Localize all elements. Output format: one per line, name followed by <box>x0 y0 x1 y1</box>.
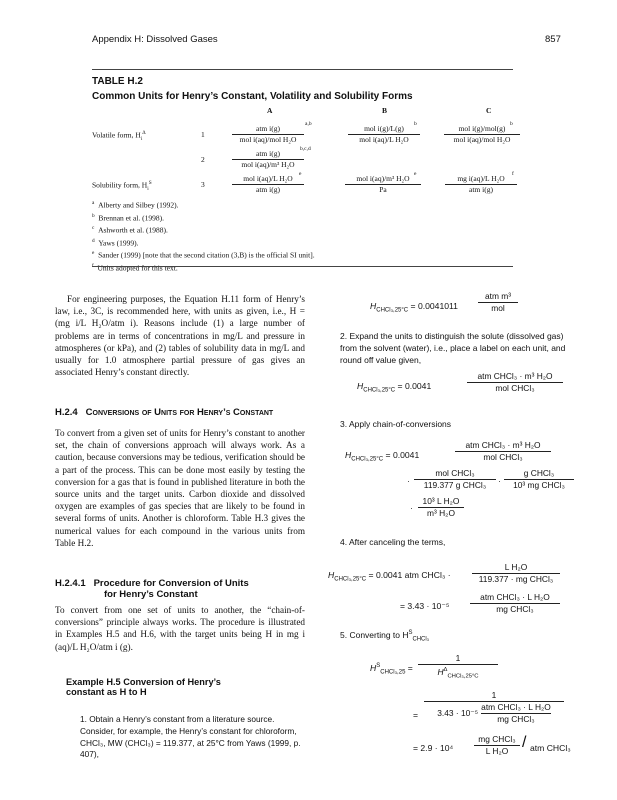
eq5c-tail: atm CHCl₃ <box>530 743 571 753</box>
eq4-fraction: L H₂O 119.377 · mg CHCl₃ <box>472 562 560 585</box>
eq5c-fraction: mg CHCl₃ L H₂O <box>474 734 520 757</box>
eq3-fraction-a: atm CHCl₃ · m³ H₂O mol CHCl₃ <box>455 440 551 463</box>
cell-3a-note: e <box>299 171 302 177</box>
eq5c-slash: / <box>522 734 527 751</box>
solubility-form-label: Solubility form, $H_i^S$ <box>92 180 152 192</box>
section-heading: H.2.4 Conversions of Units for Henry’s Constant <box>55 407 274 418</box>
cell-3a: mol i(aq)/L H₂O atm i(g) <box>232 174 304 195</box>
eq3-fraction-c: g CHCl₃ 10³ mg CHCl₃ <box>504 468 574 491</box>
step-4-text: 4. After canceling the terms, <box>340 537 446 547</box>
footnote: $^e$ Sander (1999) [note that the second citation (3,B) is the official SI unit]. <box>92 250 315 260</box>
intro-paragraph: For engineering purposes, the Equation H.11 form of Henry’s law, i.e., 3C, is recommended here, with units as given, i.e., H = (mg i/L H₂O/atm i). Reasons include (1) a large number of problems are in terms of concentrations in mg/L and pressure in atmospheres (or kPa), and (2) tables of solubility data in mg/L and usually for 1.0 atmosphere partial pressure of gas gives an associated Henry’s constant directly. <box>55 294 305 378</box>
footnote: $^c$ Ashworth et al. (1988). <box>92 225 168 235</box>
eq4b-value: = 3.43 · 10⁻⁵ <box>400 601 450 611</box>
row-2-number: 2 <box>201 155 205 164</box>
eq2-fraction: atm CHCl₃ · m³ H₂O mol CHCl₃ <box>467 371 563 394</box>
step-3-text: 3. Apply chain-of-conversions <box>340 419 452 429</box>
table-top-rule <box>92 69 513 70</box>
footnote: $^a$ Alberty and Silbey (1992). <box>92 200 179 210</box>
row-3-number: 3 <box>201 180 205 189</box>
eq3-fraction-b: mol CHCl₃ 119.377 g CHCl₃ <box>414 468 496 491</box>
volatile-form-label: Volatile form, $H_i^\Delta$ <box>92 130 146 142</box>
cell-1c-note: b <box>510 121 513 127</box>
footnote: $^f$ Units adopted for this text. <box>92 262 178 272</box>
table-footnotes <box>92 198 512 273</box>
cell-3b-note: e <box>414 171 417 177</box>
table-bottom-rule <box>92 266 513 267</box>
running-header: Appendix H: Dissolved Gases <box>92 34 218 45</box>
subsection-heading: H.2.4.1 Procedure for Conversion of Units for Henry’s Constant <box>55 578 249 600</box>
eq1-fraction: atm m³ mol <box>478 291 518 314</box>
step-2-text: 2. Expand the units to distinguish the solute (dissolved gas) from the solvent (water), i.e., place a label on each unit, and round off value given, <box>340 331 566 365</box>
eq3-dot: · <box>407 476 410 486</box>
row-1-number: 1 <box>201 130 205 139</box>
eq5-fraction: 1 $H^\Delta_{CHCl_3,25^\circ C}$ <box>418 653 498 682</box>
eq5b-fraction: 1 3.43 · 10⁻⁵ atm CHCl₃ · L H₂O mg CHCl₃ <box>424 690 564 725</box>
eq5c-value: = 2.9 · 10⁴ <box>413 743 454 753</box>
eq3-dot: · <box>498 476 501 486</box>
col-b-header: B <box>382 106 388 115</box>
eq3-dot: · <box>410 503 413 513</box>
cell-1a-note: a,b <box>305 121 312 127</box>
page-number: 857 <box>545 34 561 45</box>
cell-1a: atm i(g) mol i(aq)/mol H₂O <box>232 124 304 145</box>
eq5-lhs: $H^S_{CHCl_3,25}$ = <box>370 663 413 676</box>
eq3-lhs: $H_{CHCl_3,25^\circ C} = 0.0041$ <box>345 450 420 463</box>
eq2-lhs: $H_{CHCl_3,25^\circ C} = 0.0041$ <box>357 381 432 394</box>
col-a-header: A <box>267 106 273 115</box>
example-heading: Example H.5 Conversion of Henry’s constant as H to H <box>66 677 221 697</box>
step-5-text: 5. Converting to $H^S_{CHCl_3}$ <box>340 630 430 643</box>
conversion-paragraph: To convert from a given set of units for Henry’s constant to another set, the chain of conversions approach will always work. As a caution, because conversions may be tedious, verification should be a part of the process. This can be done most easily by testing the conversion for a gas that is found in published literature in both the source units and the target units. Carbon dioxide and dissolved oxygen are examples of gas species that are likely to be found in several forms of units. Another is chloroform. Table H.3 gives the numerical values for each compound in the various units from Table H.2. <box>55 428 305 548</box>
eq3-fraction-d: 10³ L H₂O m³ H₂O <box>418 496 464 519</box>
cell-2a-note: b,c,d <box>300 146 311 152</box>
cell-1b: mol i(g)/L(g) mol i(aq)/L H₂O <box>348 124 420 145</box>
cell-2a: atm i(g) mol i(aq)/m³ H₂O <box>232 149 304 170</box>
procedure-paragraph: To convert from one set of units to another, the “chain-of-conversions” principle always works. The procedure is illustrated in Examples H.5 and H.6, with the target units being H in mg i (aq)/L H₂O/atm i (g). <box>55 605 305 652</box>
cell-1c: mol i(g)/mol(g) mol i(aq)/mol H₂O <box>444 124 520 145</box>
cell-3b: mol i(aq)/m³ H₂O Pa <box>345 174 421 195</box>
footnote: $^d$ Yaws (1999). <box>92 237 139 247</box>
eq1-lhs: $H_{CHCl_3,25^\circ C} = 0.0041011$ <box>370 301 458 314</box>
table-title: TABLE H.2 <box>92 76 143 87</box>
col-c-header: C <box>486 106 492 115</box>
cell-3c-note: f <box>512 171 514 177</box>
footnote: $^b$ Brennan et al. (1998). <box>92 212 164 222</box>
cell-3c: mg i(aq)/L H₂O atm i(g) <box>445 174 517 195</box>
cell-1b-note: b <box>414 121 417 127</box>
eq4-lhs: $H_{CHCl_3,25^\circ C} = 0.0041$ atm CHCl₃ · <box>328 570 451 583</box>
eq5b-equals: = <box>413 710 419 720</box>
step-1-text: 1. Obtain a Henry’s constant from a literature source. Consider, for example, the Henry’s constant for chloroform, CHCl₃, MW (CHCl₃) = 119.377, at 25°C from Yaws (1999, p. 407), <box>80 714 301 760</box>
eq4b-fraction: atm CHCl₃ · L H₂O mg CHCl₃ <box>470 592 560 615</box>
table-subtitle: Common Units for Henry’s Constant, Volatility and Solubility Forms <box>92 91 413 102</box>
